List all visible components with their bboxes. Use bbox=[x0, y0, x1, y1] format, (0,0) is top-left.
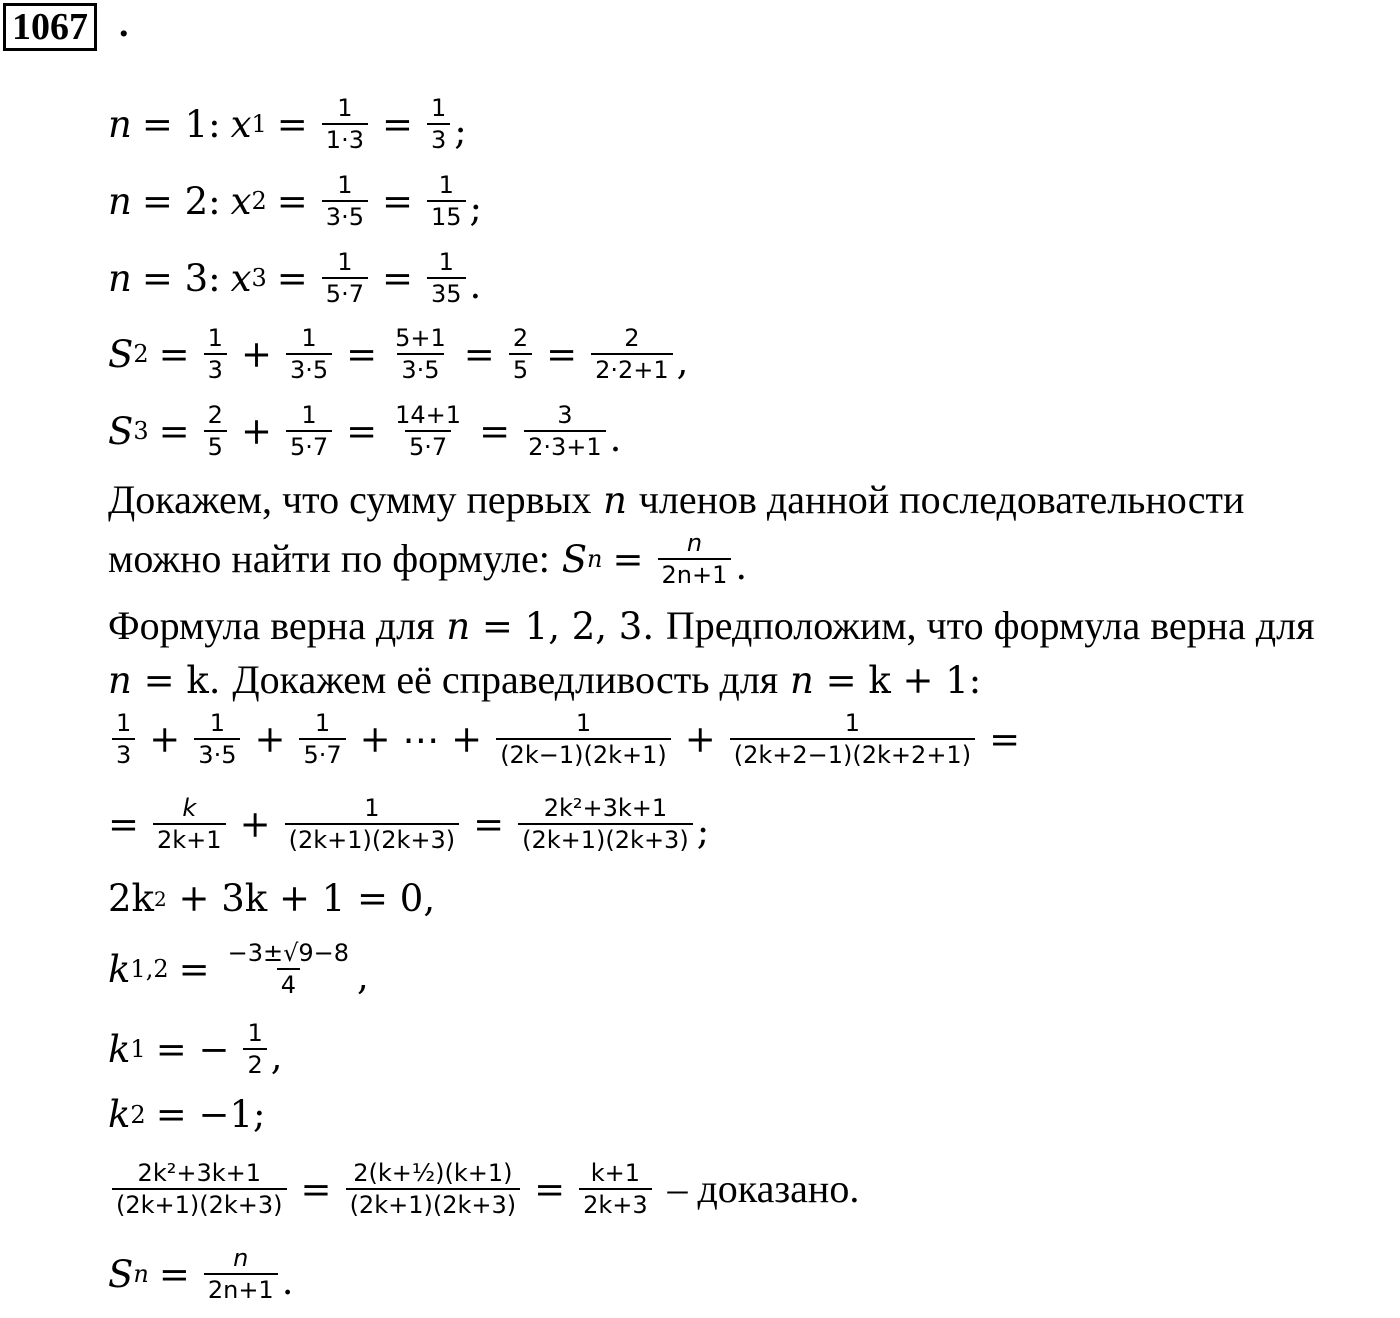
text-line-4 bbox=[108, 657, 982, 702]
var-n: n bbox=[108, 658, 132, 702]
line-n2 bbox=[108, 172, 482, 231]
fraction: $\frac{1}{3}$ bbox=[427, 95, 450, 154]
plus: + bbox=[239, 802, 271, 846]
text: Докажем, что сумму первых bbox=[108, 477, 592, 522]
fraction: $\frac{1}{15}$ bbox=[427, 172, 466, 231]
punct: , bbox=[270, 1034, 283, 1078]
fraction: 1 3 bbox=[112, 710, 135, 769]
text: Предположим, что формула верна для bbox=[665, 603, 1315, 648]
fraction: $\frac{\text{2k²+3k+1}}{(2k+1)(2k+3)}$ bbox=[518, 795, 693, 854]
fraction: $\frac{n}{2n+1}$ bbox=[204, 1245, 278, 1304]
punct: ; bbox=[469, 186, 482, 230]
equals: = bbox=[346, 409, 378, 453]
var-x: x bbox=[230, 102, 252, 146]
fraction: $\frac{\text{2(k+½)(k+1)}}{(2k+1)(2k+3)}$ bbox=[346, 1160, 521, 1219]
punct: , bbox=[357, 954, 369, 998]
eq-text: = 2: bbox=[141, 179, 221, 223]
equals: = bbox=[158, 332, 190, 376]
subscript: 2 bbox=[251, 187, 267, 216]
subscript: n bbox=[587, 545, 603, 574]
fraction: $\frac{5+1}{3\cdot 5}$ bbox=[395, 324, 446, 385]
text: Формула верна для bbox=[108, 603, 435, 648]
equals: = bbox=[546, 332, 578, 376]
text: можно найти по формуле: bbox=[108, 536, 550, 582]
quad-rest: + 3k + 1 = 0, bbox=[178, 877, 436, 920]
proved-text: – доказано. bbox=[667, 1166, 860, 1212]
subscript: 3 bbox=[133, 417, 149, 446]
text-line-2 bbox=[108, 530, 747, 589]
var-n: n bbox=[603, 478, 627, 522]
var-k: k bbox=[108, 947, 131, 991]
line-sum bbox=[108, 710, 1030, 769]
text-line-3 bbox=[108, 603, 1315, 648]
line-k1 bbox=[108, 1020, 283, 1079]
fraction: $\frac{1}{3\cdot 5}$ bbox=[322, 172, 368, 231]
equals: = bbox=[158, 1252, 190, 1296]
fraction: $\frac{1}{5\cdot 7}$ bbox=[286, 402, 332, 461]
line-s2 bbox=[108, 325, 688, 384]
eq-text: = −1; bbox=[155, 1093, 266, 1136]
fraction: $\frac{\text{2k²+3k+1}}{(2k+1)(2k+3)}$ bbox=[112, 1160, 287, 1219]
equals: = bbox=[534, 1167, 566, 1211]
equals: = bbox=[473, 802, 505, 846]
eq-text: = − bbox=[155, 1027, 230, 1071]
fraction: $\frac{2}{2\cdot 2+1}$ bbox=[591, 325, 673, 384]
fraction: $\frac{1}{35}$ bbox=[427, 249, 466, 308]
quad-term: 2k bbox=[108, 877, 154, 920]
punct: , bbox=[676, 339, 689, 383]
equals: = bbox=[276, 179, 308, 223]
eq-text: = 3: bbox=[141, 256, 221, 300]
subscript: 1 bbox=[130, 1035, 146, 1064]
plus: + bbox=[254, 717, 286, 761]
var-n: n bbox=[108, 179, 132, 223]
punct: ; bbox=[454, 109, 467, 153]
line-n3 bbox=[108, 249, 481, 308]
line-s3 bbox=[108, 402, 621, 461]
fraction: $\frac{1}{(2k-1)(2k+1)}$ bbox=[496, 710, 671, 769]
equals: = bbox=[381, 179, 413, 223]
fraction: $\frac{1}{5\cdot 7}$ bbox=[299, 710, 345, 769]
punct: . bbox=[735, 544, 748, 588]
equals: = bbox=[989, 717, 1021, 761]
equals: = bbox=[276, 256, 308, 300]
fraction: $\frac{2}{5}$ bbox=[509, 325, 532, 384]
fraction: $\frac{14+1}{5\cdot 7}$ bbox=[395, 401, 462, 462]
subscript: 1,2 bbox=[130, 955, 169, 984]
line-sum2 bbox=[108, 795, 709, 854]
text-line-1 bbox=[108, 477, 1245, 522]
var-S: S bbox=[561, 537, 588, 581]
text: Докажем её справедливость для bbox=[232, 657, 779, 702]
fraction: $\frac{1}{3}$ bbox=[204, 325, 227, 384]
subscript: 3 bbox=[251, 264, 267, 293]
equals: = bbox=[276, 102, 308, 146]
fraction: $\frac{1}{1\cdot 3}$ bbox=[322, 95, 368, 154]
subscript: 2 bbox=[130, 1100, 146, 1129]
subscript: n bbox=[133, 1260, 149, 1289]
text: членов данной последовательности bbox=[638, 477, 1245, 522]
equals: = bbox=[178, 947, 210, 991]
fraction: $\frac{1}{3\cdot 5}$ bbox=[286, 325, 332, 384]
fraction: $\frac{1}{5\cdot 7}$ bbox=[322, 249, 368, 308]
eq-text: = 1: bbox=[141, 102, 221, 146]
subscript: 2 bbox=[133, 340, 149, 369]
line-sn bbox=[108, 1245, 293, 1304]
line-final bbox=[108, 1160, 859, 1219]
equals: = bbox=[381, 256, 413, 300]
var-S: S bbox=[108, 409, 134, 453]
var-n: n bbox=[446, 604, 471, 648]
superscript: 2 bbox=[153, 886, 167, 911]
var-k: k bbox=[108, 1027, 131, 1071]
punct: ; bbox=[696, 809, 710, 853]
fraction: $\frac{1}{2}$ bbox=[243, 1020, 266, 1079]
equals: = bbox=[108, 802, 140, 846]
line-k2 bbox=[108, 1093, 275, 1136]
fraction: $\frac{2}{5}$ bbox=[204, 402, 227, 461]
equals: = bbox=[612, 537, 644, 581]
fraction: $\frac{-3\pm√9-8}{4}$ bbox=[227, 939, 350, 1000]
line-k12 bbox=[108, 940, 369, 999]
line-n1 bbox=[108, 95, 467, 154]
values: = 1, 2, 3. bbox=[481, 604, 655, 648]
equals: = bbox=[381, 102, 413, 146]
problem-number-dot: . bbox=[119, 3, 129, 45]
var-k: k bbox=[108, 1093, 131, 1136]
plus: + bbox=[240, 332, 272, 376]
punct: . bbox=[469, 263, 482, 307]
equals: = bbox=[463, 332, 495, 376]
problem-number: 1067 bbox=[3, 3, 97, 51]
fraction: $\frac{k}{2k+1}$ bbox=[153, 795, 226, 854]
subscript: 1 bbox=[251, 110, 267, 139]
plus: + bbox=[684, 717, 716, 761]
fraction: $\frac{1}{3\cdot 5}$ bbox=[194, 710, 240, 769]
equals: = bbox=[158, 409, 190, 453]
eq-text: = k. bbox=[143, 658, 221, 702]
dots: + ⋯ + bbox=[359, 717, 483, 761]
equals: = bbox=[346, 332, 378, 376]
var-n: n bbox=[789, 658, 814, 702]
var-x: x bbox=[230, 179, 252, 223]
var-S: S bbox=[108, 1252, 134, 1296]
var-S: S bbox=[108, 332, 134, 376]
var-x: x bbox=[230, 256, 252, 300]
eq-text: = k + 1: bbox=[825, 658, 982, 702]
var-n: n bbox=[108, 256, 132, 300]
punct: . bbox=[609, 416, 622, 460]
equals: = bbox=[479, 409, 511, 453]
line-quadratic bbox=[108, 877, 436, 920]
fraction: $\frac{n}{2n+1}$ bbox=[658, 530, 732, 589]
fraction: $\frac{1}{(2k+2-1)(2k+2+1)}$ bbox=[730, 710, 975, 769]
plus: + bbox=[149, 717, 181, 761]
equals: = bbox=[300, 1167, 332, 1211]
var-n: n bbox=[108, 102, 132, 146]
fraction: $\frac{3}{2\cdot 3+1}$ bbox=[524, 402, 606, 461]
fraction: $\frac{k+1}{2k+3}$ bbox=[579, 1160, 652, 1219]
plus: + bbox=[240, 409, 272, 453]
punct: . bbox=[281, 1259, 294, 1303]
fraction: $\frac{1}{(2k+1)(2k+3)}$ bbox=[285, 795, 460, 854]
